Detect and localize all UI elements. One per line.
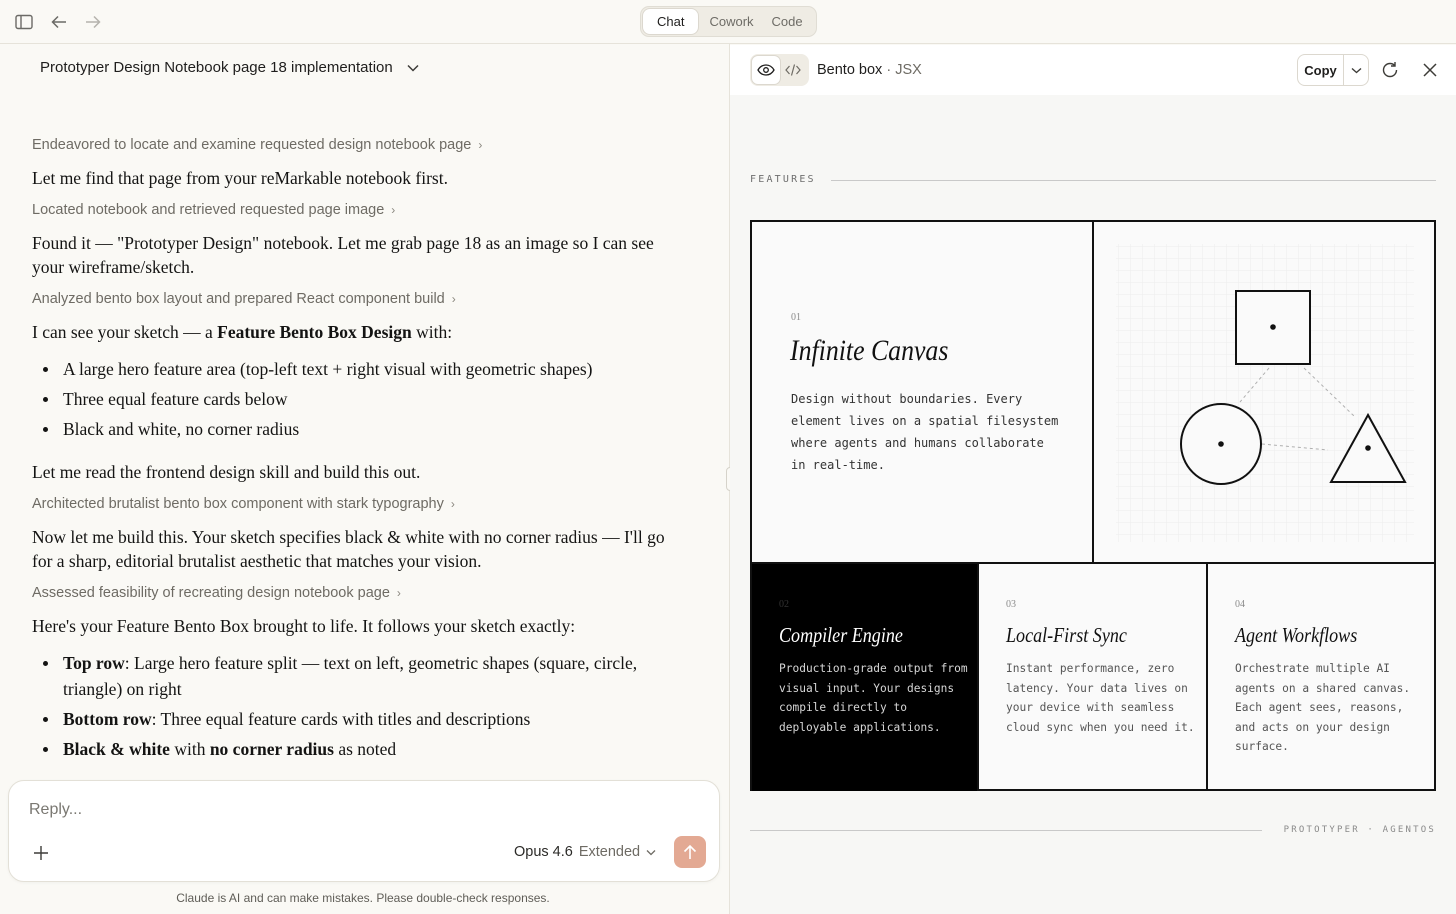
list-item: Bottom row: Three equal feature cards with titles and descriptions	[32, 706, 682, 732]
refresh-button[interactable]	[1378, 58, 1402, 82]
model-mode: Extended	[578, 844, 641, 860]
divider-line	[831, 180, 1436, 181]
chevron-right-icon: ›	[391, 203, 396, 217]
card-title: Local-First Sync	[1006, 623, 1127, 647]
footer-label: PROTOTYPER · AGENTOS	[1283, 825, 1436, 835]
list-item: Top row: Large hero feature split — text on left, geometric shapes (square, circle, triangle) on right	[32, 650, 682, 702]
message-thread	[32, 135, 682, 780]
feature-card-agent-workflows	[1208, 564, 1436, 791]
bento-footer	[750, 825, 1436, 837]
send-button[interactable]	[674, 836, 706, 868]
assistant-message: Found it — "Prototyper Design" notebook. Let me grab page 18 as an image so I can see your wireframe/sketch.	[32, 233, 654, 277]
model-selector[interactable]	[514, 844, 656, 860]
hero-title: Infinite Canvas	[790, 334, 949, 367]
chevron-right-icon: ›	[451, 292, 456, 306]
reply-input[interactable]	[29, 801, 629, 819]
bento-grid	[750, 220, 1436, 791]
artifact-pane	[730, 45, 1456, 914]
eye-icon	[757, 64, 775, 76]
bullet-list	[32, 650, 682, 762]
chevron-down-icon	[646, 849, 656, 856]
thinking-summary[interactable]: Assessed feasibility of recreating design notebook page ›	[32, 585, 401, 601]
top-bar	[0, 0, 1456, 44]
code-toggle-button[interactable]	[780, 56, 808, 84]
divider-line	[750, 830, 1262, 831]
conversation-title: Prototyper Design Notebook page 18 implementation	[40, 59, 393, 76]
mode-switcher	[640, 6, 817, 37]
view-toggle	[750, 54, 809, 86]
card-title: Agent Workflows	[1235, 623, 1358, 647]
thinking-summary[interactable]: Located notebook and retrieved requested page image ›	[32, 202, 396, 218]
preview-toggle-button[interactable]	[752, 56, 780, 84]
triangle-dot	[1365, 445, 1371, 451]
thinking-summary[interactable]: Architected brutalist bento box component with stark typography ›	[32, 496, 455, 512]
card-number: 02	[779, 599, 789, 610]
close-icon	[1423, 63, 1437, 77]
close-button[interactable]	[1418, 58, 1442, 82]
conversation-title-button[interactable]	[40, 59, 419, 76]
artifact-header	[730, 45, 1456, 95]
hero-feature-text	[752, 222, 1094, 564]
square-dot	[1270, 324, 1276, 330]
forward-arrow-icon[interactable]	[81, 10, 105, 34]
add-attachment-button[interactable]	[29, 841, 53, 865]
card-number: 04	[1235, 599, 1245, 610]
geometric-shapes-illustration	[1094, 222, 1436, 564]
code-icon	[785, 64, 801, 76]
chevron-down-icon	[1351, 67, 1362, 74]
thinking-summary[interactable]: Analyzed bento box layout and prepared React component build ›	[32, 291, 456, 307]
chevron-right-icon: ›	[396, 586, 401, 600]
card-description: Production-grade output from visual input. Your designs compile directly to deployable applications.	[779, 662, 968, 734]
assistant-message: I can see your sketch — a Feature Bento Box Design with:	[32, 322, 453, 342]
assistant-message: Let me read the frontend design skill and build this out.	[32, 462, 421, 482]
assistant-message: Let me find that page from your reMarkable notebook first.	[32, 168, 448, 188]
back-arrow-icon[interactable]	[47, 10, 71, 34]
copy-button[interactable]: Copy	[1298, 55, 1344, 85]
hero-description: Design without boundaries. Every element lives on a spatial filesystem where agents and humans collaborate in real-time.	[791, 392, 1059, 472]
hero-visual	[1094, 222, 1436, 564]
feature-card-compiler-engine	[752, 564, 979, 791]
feature-card-local-first-sync	[979, 564, 1208, 791]
artifact-title: Bento box · JSX	[817, 62, 922, 78]
card-description: Orchestrate multiple AI agents on a shared canvas. Each agent sees, reasons, and acts on your design surface.	[1235, 662, 1411, 754]
refresh-icon	[1381, 61, 1399, 79]
tab-cowork[interactable]: Cowork	[709, 14, 754, 29]
card-description: Instant performance, zero latency. Your data lives on your device with seamless cloud sync when you need it.	[1006, 662, 1195, 734]
reply-composer	[8, 780, 720, 882]
disclaimer: Claude is AI and can make mistakes. Please double-check responses.	[176, 891, 550, 905]
assistant-message: Here's your Feature Bento Box brought to life. It follows your sketch exactly:	[32, 616, 576, 636]
chevron-right-icon: ›	[450, 497, 455, 511]
features-label: FEATURES	[750, 174, 816, 185]
list-item: A large hero feature area (top-left text + right visual with geometric shapes)	[32, 356, 682, 382]
thinking-summary[interactable]: Endeavored to locate and examine requested design notebook page ›	[32, 137, 483, 153]
bullet-list	[32, 356, 682, 442]
features-header	[750, 174, 1436, 186]
assistant-message: Now let me build this. Your sketch specifies black & white with no corner radius — I'll go for a sharp, editorial brutalist aesthetic that matches your vision.	[32, 527, 665, 571]
list-item: Black and white, no corner radius	[32, 416, 682, 442]
chevron-right-icon: ›	[478, 138, 483, 152]
model-name: Opus 4.6	[514, 844, 573, 860]
plus-icon	[33, 845, 49, 861]
card-number: 03	[1006, 599, 1016, 610]
hero-number: 01	[791, 312, 801, 323]
tab-chat[interactable]: Chat	[643, 9, 698, 34]
chat-pane	[0, 45, 730, 914]
circle-dot	[1218, 441, 1224, 447]
list-item: Three equal feature cards below	[32, 386, 682, 412]
grid-background	[1116, 244, 1414, 542]
copy-button-group	[1297, 54, 1369, 86]
arrow-up-icon	[683, 844, 697, 860]
chevron-down-icon	[407, 64, 419, 72]
sidebar-toggle-icon[interactable]	[12, 10, 36, 34]
list-item: Black & white with no corner radius as noted	[32, 736, 682, 762]
tab-code[interactable]: Code	[771, 14, 803, 29]
copy-options-button[interactable]	[1344, 55, 1368, 85]
card-title: Compiler Engine	[779, 623, 903, 647]
